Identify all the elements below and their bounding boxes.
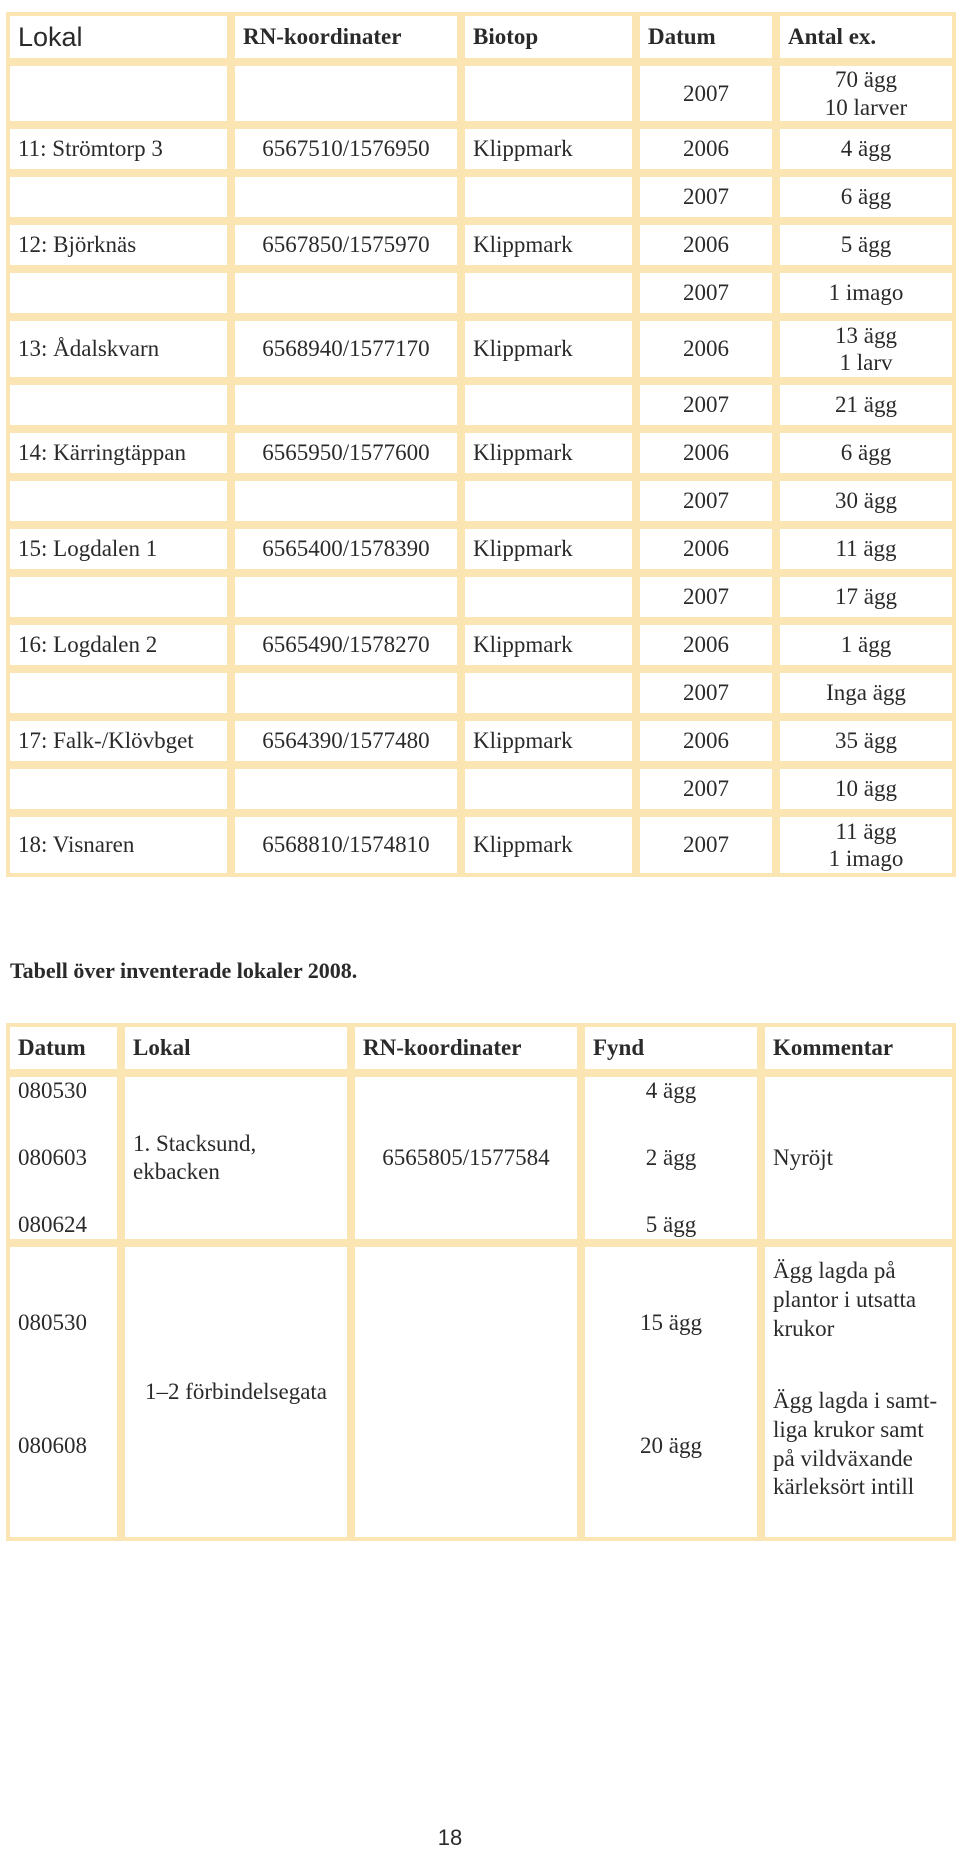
kommentar-value: Ägg lagda i samt- liga krukor samt på vildväxande kärleksört intill bbox=[773, 1388, 938, 1500]
biotop-cell: Klippmark bbox=[461, 813, 636, 877]
coord-cell: 6564390/1577480 bbox=[231, 717, 461, 765]
table-row bbox=[6, 717, 956, 765]
coord-cell: 6567850/1575970 bbox=[231, 221, 461, 269]
coord-cell: 6568940/1577170 bbox=[231, 317, 461, 381]
biotop-cell: Klippmark bbox=[461, 717, 636, 765]
coord-cell: 6567510/1576950 bbox=[231, 125, 461, 173]
header-rn-koordinater: RN-koordinater bbox=[231, 12, 461, 62]
antal-cell: 30 ägg bbox=[776, 477, 956, 525]
antal-cell: 6 ägg bbox=[776, 173, 956, 221]
date-value: 080530 bbox=[18, 1078, 87, 1103]
lokal-cell bbox=[6, 669, 231, 717]
fynd-value: 20 ägg bbox=[640, 1433, 702, 1458]
datum-cell: 2007 bbox=[636, 477, 776, 525]
lokal-cell: 12: Björknäs bbox=[6, 221, 231, 269]
datum-cell: 2007 bbox=[636, 765, 776, 813]
datum-cell: 2006 bbox=[636, 429, 776, 477]
coord-cell bbox=[351, 1243, 581, 1541]
datum-cell: 2007 bbox=[636, 813, 776, 877]
table1-header-row bbox=[6, 12, 956, 62]
coord-cell bbox=[351, 1073, 581, 1243]
inventory-table-2008 bbox=[6, 1023, 956, 1541]
biotop-cell bbox=[461, 765, 636, 813]
datum-cell: 2007 bbox=[636, 269, 776, 317]
datum-cell: 2007 bbox=[636, 381, 776, 429]
table-row bbox=[6, 477, 956, 525]
lokal-value: 1–2 förbindelsegata bbox=[144, 1379, 328, 1405]
page-number: 18 bbox=[437, 1825, 463, 1850]
header-lokal: Lokal bbox=[121, 1023, 351, 1073]
datum-cell: 2006 bbox=[636, 717, 776, 765]
inventory-table-2006-2007 bbox=[6, 12, 956, 877]
lokal-cell bbox=[6, 269, 231, 317]
table-row bbox=[6, 765, 956, 813]
datum-cell: 2006 bbox=[636, 221, 776, 269]
fynd-value: 4 ägg bbox=[645, 1078, 697, 1103]
datum-cell: 2007 bbox=[636, 573, 776, 621]
antal-cell: 6 ägg bbox=[776, 429, 956, 477]
date-value: 080603 bbox=[18, 1145, 87, 1170]
biotop-cell bbox=[461, 62, 636, 125]
kommentar-value: Nyröjt bbox=[773, 1145, 834, 1171]
antal-cell: 1 imago bbox=[776, 269, 956, 317]
table-row bbox=[6, 621, 956, 669]
table-caption: Tabell över inventerade lokaler 2008. bbox=[10, 958, 358, 983]
fynd-value: 2 ägg bbox=[645, 1145, 697, 1170]
date-value: 080624 bbox=[18, 1212, 87, 1237]
biotop-cell: Klippmark bbox=[461, 317, 636, 381]
dates-cell bbox=[6, 1243, 121, 1541]
coord-cell bbox=[231, 669, 461, 717]
header-biotop: Biotop bbox=[461, 12, 636, 62]
antal-cell: 13 ägg 1 larv bbox=[776, 317, 956, 381]
datum-cell: 2007 bbox=[636, 173, 776, 221]
table-row bbox=[6, 125, 956, 173]
biotop-cell: Klippmark bbox=[461, 621, 636, 669]
antal-cell: 35 ägg bbox=[776, 717, 956, 765]
kommentar-cell bbox=[761, 1243, 956, 1541]
lokal-cell bbox=[6, 173, 231, 221]
biotop-cell: Klippmark bbox=[461, 125, 636, 173]
coord-cell: 6565490/1578270 bbox=[231, 621, 461, 669]
header-datum: Datum bbox=[636, 12, 776, 62]
lokal-cell: 11: Strömtorp 3 bbox=[6, 125, 231, 173]
datum-cell: 2007 bbox=[636, 669, 776, 717]
biotop-cell bbox=[461, 669, 636, 717]
kommentar-value: Ägg lagda på plantor i utsatta krukor bbox=[773, 1258, 917, 1341]
coord-cell bbox=[231, 765, 461, 813]
dates-cell bbox=[6, 1073, 121, 1243]
antal-cell: 11 ägg 1 imago bbox=[776, 813, 956, 877]
biotop-cell bbox=[461, 269, 636, 317]
antal-cell: 10 ägg bbox=[776, 765, 956, 813]
table-row bbox=[6, 573, 956, 621]
table-row bbox=[6, 813, 956, 877]
table-row bbox=[6, 381, 956, 429]
antal-cell: 21 ägg bbox=[776, 381, 956, 429]
antal-cell: 17 ägg bbox=[776, 573, 956, 621]
antal-cell: 11 ägg bbox=[776, 525, 956, 573]
table-row bbox=[6, 221, 956, 269]
biotop-cell bbox=[461, 477, 636, 525]
coord-cell bbox=[231, 573, 461, 621]
header-lokal: Lokal bbox=[6, 12, 231, 62]
lokal-cell bbox=[6, 477, 231, 525]
fynd-value: 15 ägg bbox=[640, 1310, 702, 1335]
antal-cell: 5 ägg bbox=[776, 221, 956, 269]
header-rn-koordinater: RN-koordinater bbox=[351, 1023, 581, 1073]
antal-cell: Inga ägg bbox=[776, 669, 956, 717]
header-kommentar: Kommentar bbox=[761, 1023, 956, 1073]
header-datum: Datum bbox=[6, 1023, 121, 1073]
biotop-cell bbox=[461, 173, 636, 221]
coord-cell: 6565950/1577600 bbox=[231, 429, 461, 477]
biotop-cell: Klippmark bbox=[461, 525, 636, 573]
fynd-value: 5 ägg bbox=[645, 1212, 697, 1237]
coord-cell bbox=[231, 381, 461, 429]
date-value: 080530 bbox=[18, 1310, 87, 1335]
date-value: 080608 bbox=[18, 1433, 87, 1458]
datum-cell: 2006 bbox=[636, 125, 776, 173]
datum-cell: 2006 bbox=[636, 621, 776, 669]
lokal-cell bbox=[6, 381, 231, 429]
biotop-cell bbox=[461, 381, 636, 429]
antal-cell: 4 ägg bbox=[776, 125, 956, 173]
coord-cell: 6568810/1574810 bbox=[231, 813, 461, 877]
lokal-cell: 17: Falk-/Klövbget bbox=[6, 717, 231, 765]
lokal-cell bbox=[6, 62, 231, 125]
coord-cell bbox=[231, 269, 461, 317]
lokal-cell bbox=[121, 1073, 351, 1243]
fynd-cell bbox=[581, 1243, 761, 1541]
lokal-cell bbox=[6, 765, 231, 813]
table-row-group2 bbox=[6, 1243, 956, 1541]
table-row bbox=[6, 317, 956, 381]
lokal-cell: 15: Logdalen 1 bbox=[6, 525, 231, 573]
lokal-value: 1. Stacksund, ekbacken bbox=[133, 1131, 257, 1184]
coord-cell bbox=[231, 62, 461, 125]
biotop-cell bbox=[461, 573, 636, 621]
table-row bbox=[6, 669, 956, 717]
antal-cell: 70 ägg 10 larver bbox=[776, 62, 956, 125]
header-fynd: Fynd bbox=[581, 1023, 761, 1073]
kommentar-cell bbox=[761, 1073, 956, 1243]
table-row bbox=[6, 62, 956, 125]
coord-cell bbox=[231, 173, 461, 221]
header-antal-ex: Antal ex. bbox=[776, 12, 956, 62]
coord-cell bbox=[231, 477, 461, 525]
datum-cell: 2006 bbox=[636, 317, 776, 381]
antal-cell: 1 ägg bbox=[776, 621, 956, 669]
table-row-group1 bbox=[6, 1073, 956, 1243]
coord-cell: 6565400/1578390 bbox=[231, 525, 461, 573]
lokal-cell bbox=[121, 1243, 351, 1541]
biotop-cell: Klippmark bbox=[461, 221, 636, 269]
lokal-cell bbox=[6, 573, 231, 621]
coord-value: 6565805/1577584 bbox=[382, 1145, 550, 1171]
table-row bbox=[6, 525, 956, 573]
table-row bbox=[6, 429, 956, 477]
fynd-cell bbox=[581, 1073, 761, 1243]
table2-header-row bbox=[6, 1023, 956, 1073]
datum-cell: 2006 bbox=[636, 525, 776, 573]
datum-cell: 2007 bbox=[636, 62, 776, 125]
biotop-cell: Klippmark bbox=[461, 429, 636, 477]
table-row bbox=[6, 173, 956, 221]
lokal-cell: 16: Logdalen 2 bbox=[6, 621, 231, 669]
lokal-cell: 13: Ådalskvarn bbox=[6, 317, 231, 381]
lokal-cell: 18: Visnaren bbox=[6, 813, 231, 877]
lokal-cell: 14: Kärringtäppan bbox=[6, 429, 231, 477]
table-row bbox=[6, 269, 956, 317]
